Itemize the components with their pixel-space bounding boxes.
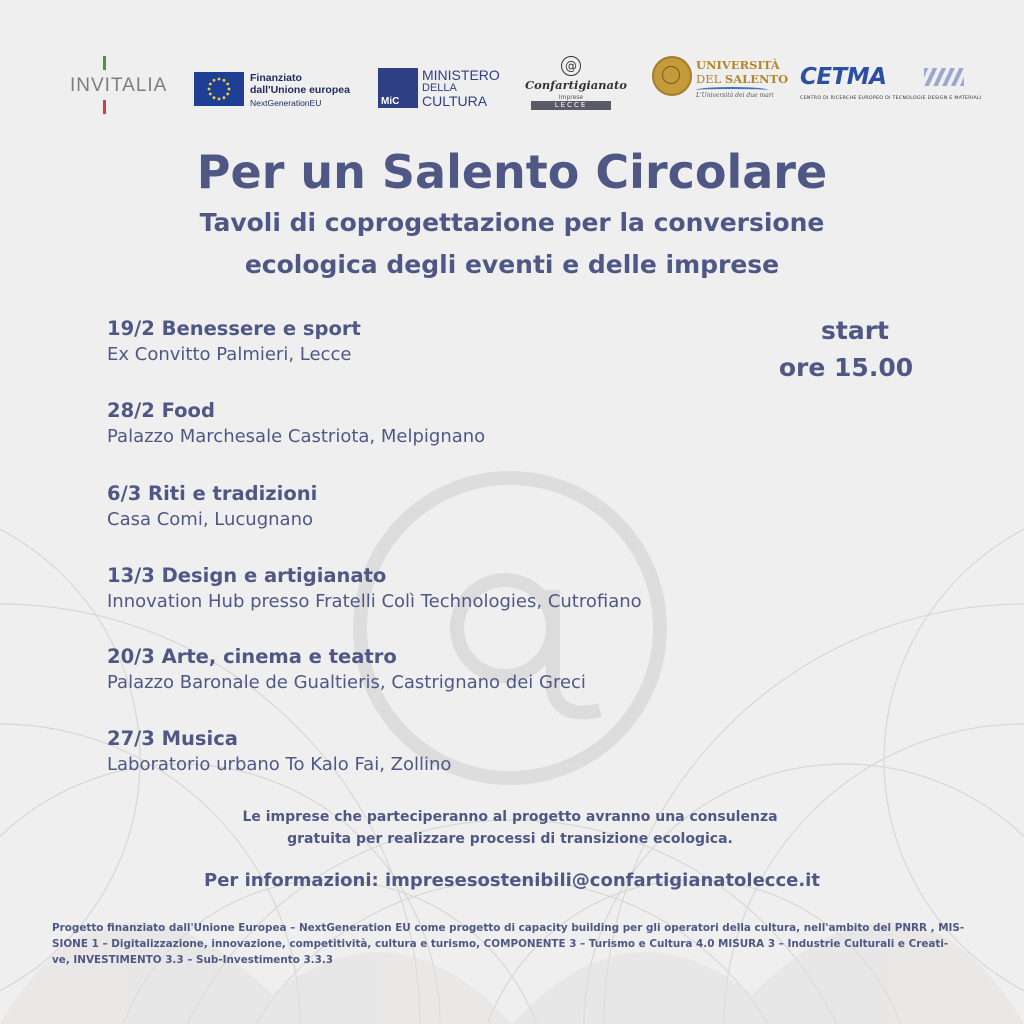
eu-text-3: NextGenerationEU [250, 98, 322, 108]
event-item [107, 726, 787, 778]
note-line-2: gratuita per realizzare processi di transizione ecologica. [287, 831, 733, 847]
unisal-tagline: L'Università dei due mari [696, 92, 774, 99]
eu-text-1: Finanziato [250, 72, 302, 84]
cetma-stripes-icon [924, 68, 964, 86]
unisal-text-1: UNIVERSITÀ [696, 58, 780, 72]
confartigianato-logo [525, 56, 627, 109]
event-date-topic: 19/2 Benessere e sport [107, 317, 361, 340]
event-item [107, 563, 787, 615]
event-date-topic: 28/2 Food [107, 399, 215, 422]
contact-email-link[interactable]: Per informazioni: impresesostenibili@confartigianatolecce.it [204, 870, 820, 891]
event-date-topic: 20/3 Arte, cinema e teatro [107, 645, 397, 668]
event-date-topic: 27/3 Musica [107, 727, 238, 750]
event-venue: Laboratorio urbano To Kalo Fai, Zollino [107, 754, 452, 775]
mic-text-3: CULTURA [422, 93, 488, 109]
cetma-logo [800, 64, 982, 106]
event-venue: Ex Convitto Palmieri, Lecce [107, 344, 352, 365]
event-item [107, 316, 787, 368]
confartigianato-city: LECCE [531, 101, 611, 110]
footer-line-3: ve, INVESTIMENTO 3.3 – Sub-Investimento 3.3.3 [52, 954, 334, 966]
cetma-subtitle: CENTRO DI RICERCHE EUROPEO DI TECNOLOGIE DESIGN E MATERIALI [800, 96, 982, 101]
eu-flag-icon [194, 72, 244, 106]
mic-mark-icon: MiC [378, 68, 418, 108]
consulting-note [200, 806, 820, 850]
event-venue: Palazzo Baronale de Gualtieris, Castrignano dei Greci [107, 672, 586, 693]
eu-text-2: dall'Unione europea [250, 84, 350, 96]
confartigianato-sub: Imprese [558, 94, 584, 101]
invitalia-logo [70, 56, 170, 114]
note-line-1: Le imprese che parteciperanno al progetto avranno una consulenza [242, 809, 778, 825]
mic-text-2: DELLA [422, 82, 457, 94]
page-title: Per un Salento Circolare [196, 145, 828, 199]
event-venue: Palazzo Marchesale Castriota, Melpignano [107, 426, 486, 447]
event-item [107, 481, 787, 533]
invitalia-wordmark: INVITALIA [70, 75, 168, 96]
event-date-topic: 6/3 Riti e tradizioni [107, 482, 318, 505]
footer-line-1: Progetto finanziato dall'Unione Europea – NextGeneration EU come progetto di capacity building per gli operatori della cultura, nell'ambito del PNRR , MIS- [52, 922, 965, 934]
at-icon: @ [561, 56, 581, 76]
start-hour: ore 15.00 [778, 353, 914, 382]
start-label: start [821, 316, 889, 345]
university-seal-icon [652, 56, 692, 96]
eu-funding-logo [194, 72, 364, 110]
event-item [107, 398, 787, 450]
confartigianato-name: Confartigianato [525, 78, 627, 92]
subtitle-line-1: Tavoli di coprogettazione per la conversione [199, 208, 825, 237]
cetma-wordmark: CETMA [800, 64, 887, 90]
event-item [107, 644, 787, 696]
event-date-topic: 13/3 Design e artigianato [107, 564, 387, 587]
footer-line-2: SIONE 1 – Digitalizzazione, innovazione, competitività, cultura e turismo, COMPONENTE 3 – Turismo e Cultura 4.0 MISURA 3 – Industrie Culturali e Creati- [52, 938, 949, 950]
subtitle-line-2: ecologica degli eventi e delle imprese [244, 250, 780, 279]
mic-text-1: MINISTERO [422, 67, 500, 83]
event-venue: Innovation Hub presso Fratelli Colì Technologies, Cutrofiano [107, 591, 642, 612]
ministero-cultura-logo [378, 68, 508, 110]
universita-salento-logo [652, 56, 789, 106]
event-venue: Casa Comi, Lucugnano [107, 509, 313, 530]
start-time [770, 312, 940, 386]
footer-funding-text [52, 920, 972, 968]
unisal-text-2: DEL SALENTO [696, 72, 789, 86]
